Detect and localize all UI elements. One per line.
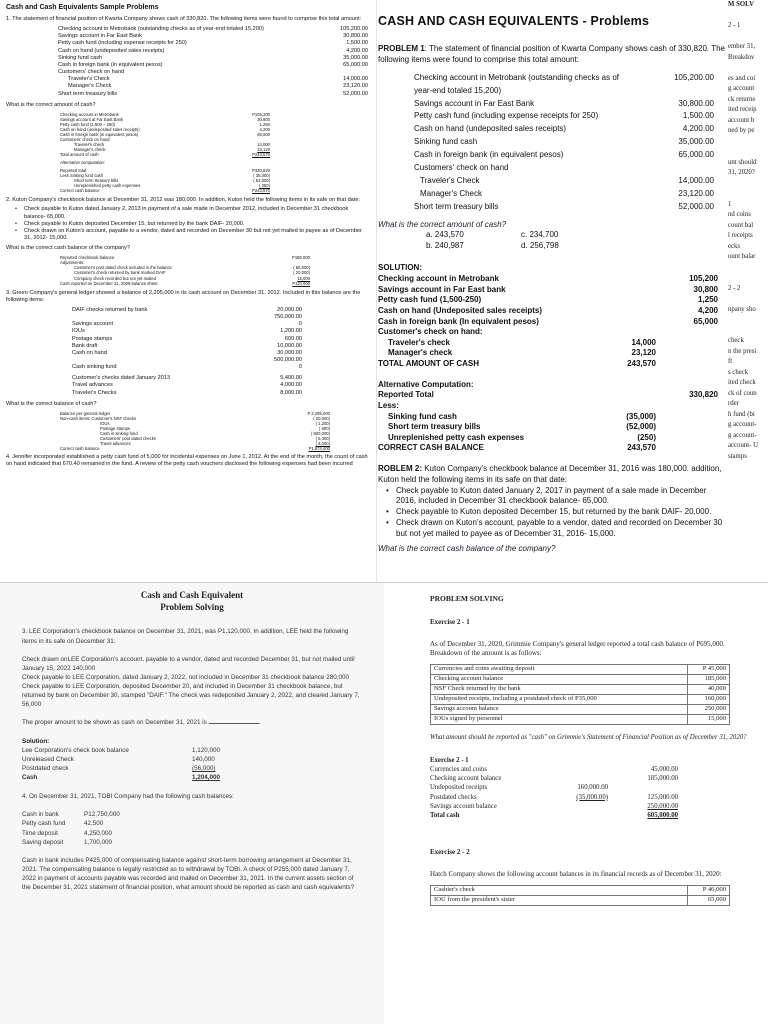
- list-item: Checking account balance 185,000.00: [430, 775, 678, 783]
- table-row: Checking account balance 185,000: [431, 675, 730, 685]
- edge-text-line: 2 - 1: [728, 22, 741, 29]
- list-item: Manager's Check 23,120.00: [420, 189, 714, 199]
- list-item: Bank draft 10,000.00: [72, 342, 302, 349]
- edge-text-line: ited receip: [728, 106, 757, 113]
- table-row: NSF Check returned by the bank 40,000: [431, 685, 730, 695]
- document-body: [22, 590, 362, 901]
- edge-text-line: ount balar: [728, 253, 756, 260]
- problem-1-items: [414, 72, 714, 214]
- list-item: Less Sinking fund cash ( 35,000): [60, 173, 270, 179]
- list-item: Postdated check (56,000): [22, 764, 216, 772]
- problem-1-solution: [60, 112, 270, 157]
- list-item: Travel advances ( 4,000): [100, 441, 330, 447]
- edge-text-line: 1: [728, 200, 732, 208]
- table-row: Undeposited receipts, including a postdated check of P35,000 160,000: [431, 695, 730, 705]
- problem-4-intro: 4. Jennifer incorporated established a petty cash fund of 5,000 for incidental expenses on June 1, 2012. At the end of the month, the count of cash on hand indicated that 670.40 remained in the fund. A review of the petty cash vouchers disclosed the following expenses had been incurred: [6, 454, 368, 468]
- problem-1-items: [58, 26, 368, 98]
- list-item: Customer's checks dated January 2013 5,400.00: [72, 375, 302, 382]
- problem-1-alternative: [60, 160, 270, 193]
- problem-4-details: Cash in bank includes P425,000 of compensating balance against short-term borrowing arrangement at December 31, 2021. The compensating balance is legally restricted as to withdrawal by TOBI. A check of P255,000 dated January 7, 2022 in payment of accounts payable was recorded and mailed on December 31, 2021. In the current assets section of the December 31, 2021 statement of financial position, what amount should be reported as cash and cash equivalents?: [22, 856, 355, 892]
- table-row: IOUs signed by personnel 15,000: [431, 714, 730, 724]
- list-item: 750,000.00: [274, 314, 302, 321]
- list-item: • Check payable to Kuton deposited December 15, but returned by the bank DAIF- 20,000.: [378, 507, 726, 518]
- document-title: Cash and Cash Equivalent Problem Solving: [140, 590, 244, 612]
- table-row: IOU from the president's sister 65,000: [431, 895, 730, 905]
- list-item: Savings account balance 250,000.00: [430, 802, 678, 810]
- edge-text-line: ember 31,: [728, 43, 756, 50]
- list-item: Postdated checks (35,000.00) 125,000.00: [430, 793, 678, 801]
- edge-text-line: [728, 147, 768, 158]
- edge-text-line: es and coi: [728, 74, 756, 82]
- list-item: Petty cash fund (including expense receipts for 250) 1,500.00: [58, 40, 368, 47]
- list-item: Cash on hand (undeposited sales receipts) 4,200.00: [414, 124, 714, 134]
- list-item: Cash on hand (undeposited sales receipts) 4,200.00: [58, 47, 368, 54]
- list-item: Short term treasury bills ( 52,000): [74, 178, 270, 184]
- list-item: IOUs ( 1,200): [100, 420, 330, 426]
- edge-text-line: Breakdov: [728, 53, 755, 61]
- list-item: Manager's check 23,120: [74, 147, 270, 153]
- edge-text-line: [728, 189, 768, 200]
- list-item: • Check drawn on Kuton's account, payable to a vendor, dated and recorded on December 30 but not yet mailed to payee as of December 31, 2012- 15,000.: [6, 228, 370, 242]
- edge-text-line: [728, 326, 768, 337]
- edge-text-line: [728, 263, 768, 274]
- list-item: Check drawn onLEE Corporation's account, payable to a vendor, dated and recorded December 31, but not mailed until January 15, 2022 140,000: [22, 655, 355, 672]
- edge-text-line: ecks: [728, 242, 741, 250]
- list-item: Cash on hand (Undeposited sales receipts) 4,200: [378, 305, 718, 315]
- problem-1-question: What is the correct amount of cash?: [378, 220, 507, 230]
- list-item: Reported checkbook balance P180,000: [60, 255, 310, 261]
- alt-title: Alternative Computation:: [378, 379, 474, 389]
- problem-2-text: ROBLEM 2: Kuton Company's checkbook balance at December 31, 2016 was 180,000. addition, Kuton held the following items in its safe on that date:: [378, 464, 722, 484]
- list-item: Currencies and coins 45,000.00: [430, 766, 678, 774]
- list-item: Cash in foreign bank (In equivalent pesos) 65,000: [378, 316, 718, 326]
- choices-row: [378, 240, 726, 251]
- list-item: Correct cash balance P1,674,400: [60, 446, 330, 452]
- list-item: • Check payable to Kuton dated January 2, 2017 in payment of a sale made in December 2016, included in December 31 checkbook balance- 65,000.: [378, 486, 726, 508]
- exercise-2-2-text: Hatch Company shows the following account balances in its financial records as of December 31, 2020:: [430, 869, 722, 878]
- problem-1-question: What is the correct amount of cash?: [6, 101, 96, 108]
- list-item: Traveler's check 14,000: [74, 142, 270, 148]
- table-row: Savings account balance 250,000: [431, 705, 730, 715]
- list-item: Travel advances 4,000.00: [72, 382, 302, 389]
- list-item: Customers' check on hand: [414, 163, 509, 173]
- solution-title: SOLUTION:: [378, 263, 422, 273]
- list-item: • Check drawn on Kuton's account, payable to a vendor, dated and recorded on December 30 but not yet mailed to payee as of December 31, 2016- 15,000.: [378, 518, 726, 540]
- list-item: Traveler's Check 14,000.00: [420, 176, 714, 186]
- edge-text-line: [728, 32, 768, 43]
- edge-text-line: [728, 137, 768, 148]
- problem-2-question: What is the correct cash balance of the company?: [6, 245, 131, 252]
- vertical-divider: [376, 0, 377, 582]
- list-item: Manager's Check 23,120.00: [68, 83, 368, 90]
- problem-3-question: What is the correct balance of cash?: [6, 400, 97, 407]
- exercise-2-1-answer: [430, 756, 750, 820]
- horizontal-divider: [0, 582, 768, 583]
- edge-text-line: n the presi: [728, 347, 757, 355]
- list-item: Checking account in Metrobank 105,200: [378, 274, 718, 284]
- list-item: Short term treasury bills 52,000.00: [414, 202, 714, 212]
- list-item: Unreplenished petty cash expenses ( 250): [74, 183, 270, 189]
- list-item: Postage stamps 600.00: [72, 335, 302, 342]
- slide-main: [376, 0, 728, 582]
- list-item: Non-cash items: Customer's NSF checks ( 20,000): [60, 415, 330, 421]
- edge-text-line: ited check: [728, 379, 756, 386]
- list-item: Balance per general ledger P 2,295,000: [60, 410, 330, 416]
- list-item: Customers' check on hand:: [60, 136, 111, 142]
- list-item: Lee Corporation's check book balance 1,120,000: [22, 746, 221, 754]
- problem-3-items-2: [72, 375, 302, 396]
- list-item: Checking account in Metrobank P105,200: [60, 111, 270, 117]
- answer-title: Exercise 2 - 1: [430, 756, 469, 764]
- list-item: Reported Total 330,820: [378, 390, 718, 400]
- edge-text-line: s check: [728, 368, 749, 376]
- edge-text-line: l receipts: [728, 232, 753, 239]
- edge-text-line: nd coins: [728, 211, 751, 218]
- edge-text-line: 31, 2020?: [728, 169, 755, 176]
- edge-text-line: count bal: [728, 221, 754, 229]
- slide-title: CASH AND CASH EQUIVALENTS - Problems: [378, 14, 650, 28]
- list-item: Traveler's Checks 8,000.00: [72, 389, 302, 396]
- choice-a: a. 243,570: [426, 230, 464, 240]
- edge-text-line: g account: [728, 85, 755, 92]
- list-item: Cash on hand 30,000.00: [72, 349, 302, 356]
- list-item: Cash sinking fund 0: [72, 364, 302, 371]
- solution-label: Solution:: [22, 737, 50, 745]
- edge-text-line: account b: [728, 116, 755, 124]
- list-item: Reported total P330,820: [60, 168, 270, 174]
- list-item: Cash in bank P12,750,000: [22, 811, 120, 819]
- list-item: 500,000.00: [274, 356, 302, 363]
- list-item: Petty cash fund (1,500 – 250) 1,250: [60, 121, 270, 127]
- cropped-right-edge-text: [728, 0, 768, 582]
- edge-text-line: rder: [728, 400, 739, 407]
- edge-text-line: ned by pe: [728, 127, 755, 134]
- list-item: Cash in foreign bank (in equivalent pesos) 65,000.00: [414, 150, 714, 160]
- list-item: Traveler's check 14,000: [388, 337, 656, 347]
- list-item: Sinking fund cash (35,000): [388, 411, 656, 421]
- problem-solving-document: [0, 582, 384, 1024]
- list-item: Company check recorded but not yet mailed 15,000: [74, 275, 310, 281]
- edge-text-line: g account-: [728, 421, 757, 428]
- problems-slide: [376, 0, 768, 582]
- problem-3-intro: 3. Green Company's general ledger showed a balance of 2,295,000 in its cash account on December 31, 2012. Included in this balance are the following items:: [6, 289, 361, 303]
- list-item: Short term treasury bills 52,000.00: [58, 90, 368, 97]
- problem-3-items: [72, 307, 302, 371]
- list-item: Short term treasury bills (52,000): [388, 422, 656, 432]
- solution-block: [378, 263, 718, 454]
- list-item: Saving deposit 1,700,000: [22, 838, 113, 846]
- list-item: Cash reported on December 31, 2009 balance sheet P110,000: [60, 280, 310, 286]
- edge-text-line: account- U: [728, 442, 759, 449]
- list-item: Sinking fund cash 35,000.00: [414, 137, 714, 147]
- edge-text-line: stamps: [728, 452, 747, 460]
- list-item: Customer's check on hand:: [378, 327, 483, 337]
- edge-text-line: [728, 294, 768, 305]
- choice-d: d. 256,798: [521, 241, 559, 251]
- list-item: Checking account in Metrobank (outstanding checks as of year-end totaled 15,200) 105,200.00: [414, 72, 714, 95]
- list-item: Check payable to LEE Corporation, deposited December 20, and included in December 31 checkbook balance, but returned by bank on December 30, stamped "DAIF." The check was redeposited January 2, 2022, and cleared January 7, 56,000: [22, 683, 360, 709]
- list-item: Customers' check on hand: [58, 69, 125, 76]
- alt-title: Alternative computation:: [60, 160, 105, 166]
- edge-text-line: ck of coun: [728, 389, 757, 397]
- problem-4-text: 4. On December 31, 2021, TOBI Company had the following cash balances:: [22, 793, 234, 801]
- list-item: Savings account in Far East Bank 30,800.00: [58, 33, 368, 40]
- list-item: Cash in foreign bank (in equivalent pesos) 65,000: [60, 131, 270, 137]
- list-item: Sinking fund cash 35,000.00: [58, 54, 368, 61]
- edge-text-line: g account-: [728, 431, 757, 439]
- edge-text-line: check: [728, 337, 744, 344]
- list-item: Cash 1,204,000: [22, 774, 221, 781]
- sample-problems-document: [0, 0, 376, 582]
- edge-text-line: [728, 63, 768, 74]
- problem-2-intro: 2. Kuton Company's checkbook balance at December 31, 2012 was 180,000. In addition, Kuton held the following items in its safe on that date:: [6, 197, 361, 204]
- list-item: Savings account 0: [72, 321, 302, 328]
- exercise-2-2-table: [430, 885, 730, 906]
- edge-text-line: M SOLV: [728, 1, 754, 8]
- exercise-2-1-text: As of December 31, 2020, Grimmie Company's general ledger reported a total cash balance of P695,000. Breakdown of the amount is as follows:: [430, 639, 725, 657]
- edge-text-line: ft: [728, 358, 733, 365]
- exercise-2-1-title: Exercise 2 - 1: [430, 618, 470, 627]
- table-row: Cashier's check P 46,000: [431, 886, 730, 896]
- problem-1-intro: 1. The statement of financial position of Kwarta Company shows cash of 330,820. The following items were found to comprise this total amount:: [6, 15, 362, 22]
- exercise-2-2-title: Exercise 2 - 2: [430, 848, 470, 857]
- list-item: Cash in foreign bank (in equivalent pesos) 65,000.00: [58, 61, 368, 68]
- edge-text-line: [728, 315, 768, 326]
- edge-text-line: ck returne: [728, 95, 756, 103]
- choice-c: c. 234,700: [521, 230, 559, 240]
- exercises-document: [384, 582, 768, 1024]
- edge-text-line: unt should: [728, 158, 757, 166]
- list-item: Savings account in Far East Bank 30,800.00: [414, 98, 714, 108]
- problem-3-text: 3. LEE Corporation's checkbook balance on December 31, 2021, was P1,120,000. In addition, LEE held the following items in its safe on December 31:: [22, 628, 349, 645]
- problem-2: [378, 464, 726, 554]
- choice-b: b. 240,987: [426, 241, 464, 251]
- list-item: TOTAL AMOUNT OF CASH 243,570: [378, 359, 656, 369]
- exercise-2-1-question: What amount should be reported as "cash" on Grimmie's Statement of Financial Position as of December 31, 2020?: [430, 733, 747, 741]
- list-item: DAIF checks returned by bank 20,000.00: [72, 306, 302, 313]
- edge-text-line: 2 - 2: [728, 284, 741, 292]
- list-item: Savings account in Far East bank 30,800: [378, 284, 718, 294]
- list-item: Check payable to LEE Corporation, dated January 2, 2022, not included in December 31 checkbook balance 280,000: [22, 673, 349, 681]
- list-item: Customers' post dated checks ( 5,400): [100, 436, 330, 442]
- list-item: Checking account in Metrobank (outstanding checks as of year-end totaled 15,200) 105,200.00: [58, 26, 368, 33]
- edge-text-line: [728, 179, 768, 190]
- problem-3-question: The proper amount to be shown as cash on December 31, 2021 is .: [22, 719, 261, 727]
- list-item: Adjustments:: [60, 260, 85, 266]
- list-item: Cash on hand (undeposited sales receipts) 4,200: [60, 126, 270, 132]
- edge-text-line: [728, 273, 768, 284]
- list-item: Manager's check 23,120: [388, 348, 656, 358]
- list-item: CORRECT CASH BALANCE 243,570: [378, 443, 656, 453]
- table-row: Currencies and coins awaiting deposit P 45,000: [431, 665, 730, 675]
- problem-2-question: What is the correct cash balance of the company?: [378, 543, 556, 553]
- list-item: Customer's check returned by bank marked DAIF ( 20,000): [74, 270, 310, 276]
- list-item: • Check payable to Kuton deposited December 15, but returned by the bank DAIF- 20,000.: [6, 221, 370, 228]
- list-item: Undeposited receipts 160,000.00: [430, 784, 608, 792]
- list-item: Time deposit 4,250,000: [22, 829, 113, 837]
- list-item: Petty cash fund (including expense receipts for 250) 1,500.00: [414, 111, 714, 121]
- edge-text-line: [728, 11, 768, 22]
- problem-2-solution: [60, 255, 310, 285]
- list-item: Petty cash fund 42,500: [22, 820, 104, 828]
- list-item: Customer's post dated check included in the balance ( 65,000): [74, 265, 310, 271]
- exercise-2-1-table: [430, 664, 730, 724]
- list-item: Correct cash balance P243,570: [60, 188, 270, 194]
- list-item: Postage stamps ( 600): [100, 426, 330, 432]
- choices-row: [378, 229, 726, 240]
- edge-text-line: npany sho: [728, 305, 756, 313]
- problem-1-text: PROBLEM 1: The statement of financial position of Kwarta Company shows cash of 330,820. The following items were found to comprise this total amount:: [378, 44, 725, 64]
- list-item: Unreleased Check 140,000: [22, 755, 215, 763]
- list-item: IOUs 1,200.00: [72, 328, 302, 335]
- document-body: [430, 594, 750, 914]
- list-item: Total cash 605,000.00: [430, 811, 678, 819]
- list-item: Less:: [378, 400, 399, 410]
- edge-text-line: h fund (bi: [728, 410, 755, 418]
- list-item: Traveler's Check 14,000.00: [68, 76, 368, 83]
- list-item: Petty cash fund (1,500-250) 1,250: [378, 295, 718, 305]
- list-item: Unreplenished petty cash expenses (250): [388, 432, 656, 442]
- list-item: Savings account at Far East Bank 30,800: [60, 116, 270, 122]
- problem-3-solution: [60, 411, 330, 451]
- list-item: Total amount of cash P243,570: [60, 152, 270, 158]
- document-heading: PROBLEM SOLVING: [430, 594, 504, 603]
- list-item: • Check payable to Kuton dated January 2, 2013 in payment of a sale made in December 2012, included in December 31 checkbook balance- 65,000.: [6, 206, 370, 220]
- document-title: Cash and Cash Equivalents Sample Problems: [6, 4, 159, 11]
- list-item: Cash in sinking fund ( 500,000): [100, 431, 330, 437]
